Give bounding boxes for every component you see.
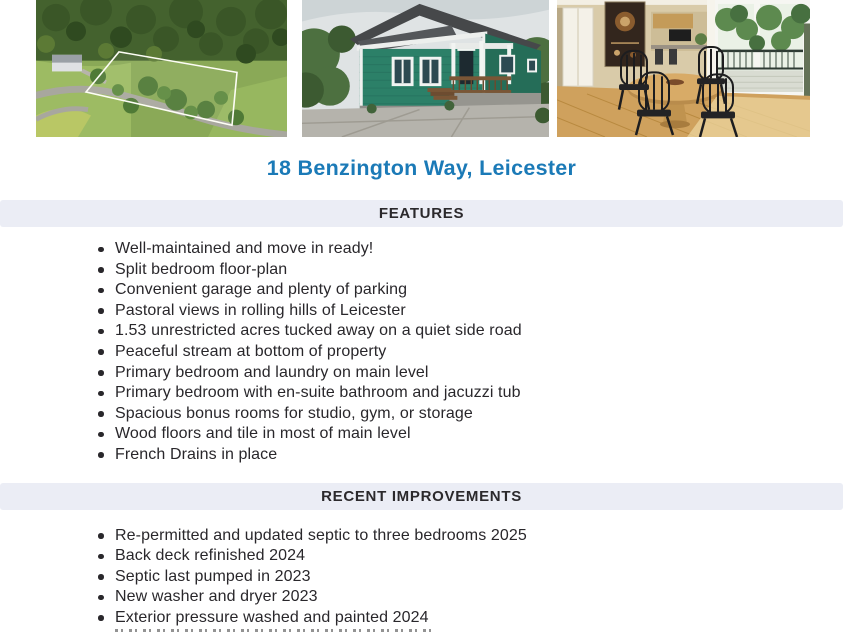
list-item: Primary bedroom with en-suite bathroom and jacuzzi tub	[97, 383, 843, 404]
list-item: Wood floors and tile in most of main level	[97, 424, 843, 445]
list-item: Split bedroom floor-plan	[97, 260, 843, 281]
list-item: New washer and dryer 2023	[97, 587, 843, 608]
house-exterior-illustration	[302, 0, 549, 137]
list-item: Well-maintained and move in ready!	[97, 239, 843, 260]
list-item: Septic last pumped in 2023	[97, 567, 843, 588]
photo-dining-room	[557, 0, 810, 137]
recent-improvements-heading-band	[0, 483, 843, 510]
aerial-view-illustration	[36, 0, 287, 137]
list-item: Pastoral views in rolling hills of Leicester	[97, 301, 843, 322]
list-item: 1.53 unrestricted acres tucked away on a quiet side road	[97, 321, 843, 342]
section-recent-improvements	[0, 483, 843, 629]
photo-house-exterior	[302, 0, 549, 137]
photo-row	[36, 0, 843, 137]
list-item: Convenient garage and plenty of parking	[97, 280, 843, 301]
features-heading-band	[0, 200, 843, 227]
dining-room-illustration	[557, 0, 810, 137]
list-item: Re-permitted and updated septic to three bedrooms 2025	[97, 526, 843, 547]
list-item: Back deck refinished 2024	[97, 546, 843, 567]
page-title: 18 Benzington Way, Leicester	[266, 156, 577, 180]
features-list	[97, 239, 843, 466]
list-item: French Drains in place	[97, 445, 843, 466]
list-item: Peaceful stream at bottom of property	[97, 342, 843, 363]
features-heading: FEATURES	[378, 205, 465, 222]
list-item: Exterior pressure washed and painted 2024	[97, 608, 843, 629]
recent-improvements-heading: RECENT IMPROVEMENTS	[321, 487, 522, 505]
photo-aerial-view	[36, 0, 287, 137]
section-features	[0, 200, 843, 466]
improvements-list	[97, 526, 843, 629]
list-item: Spacious bonus rooms for studio, gym, or storage	[97, 404, 843, 425]
list-item: Primary bedroom and laundry on main level	[97, 363, 843, 384]
